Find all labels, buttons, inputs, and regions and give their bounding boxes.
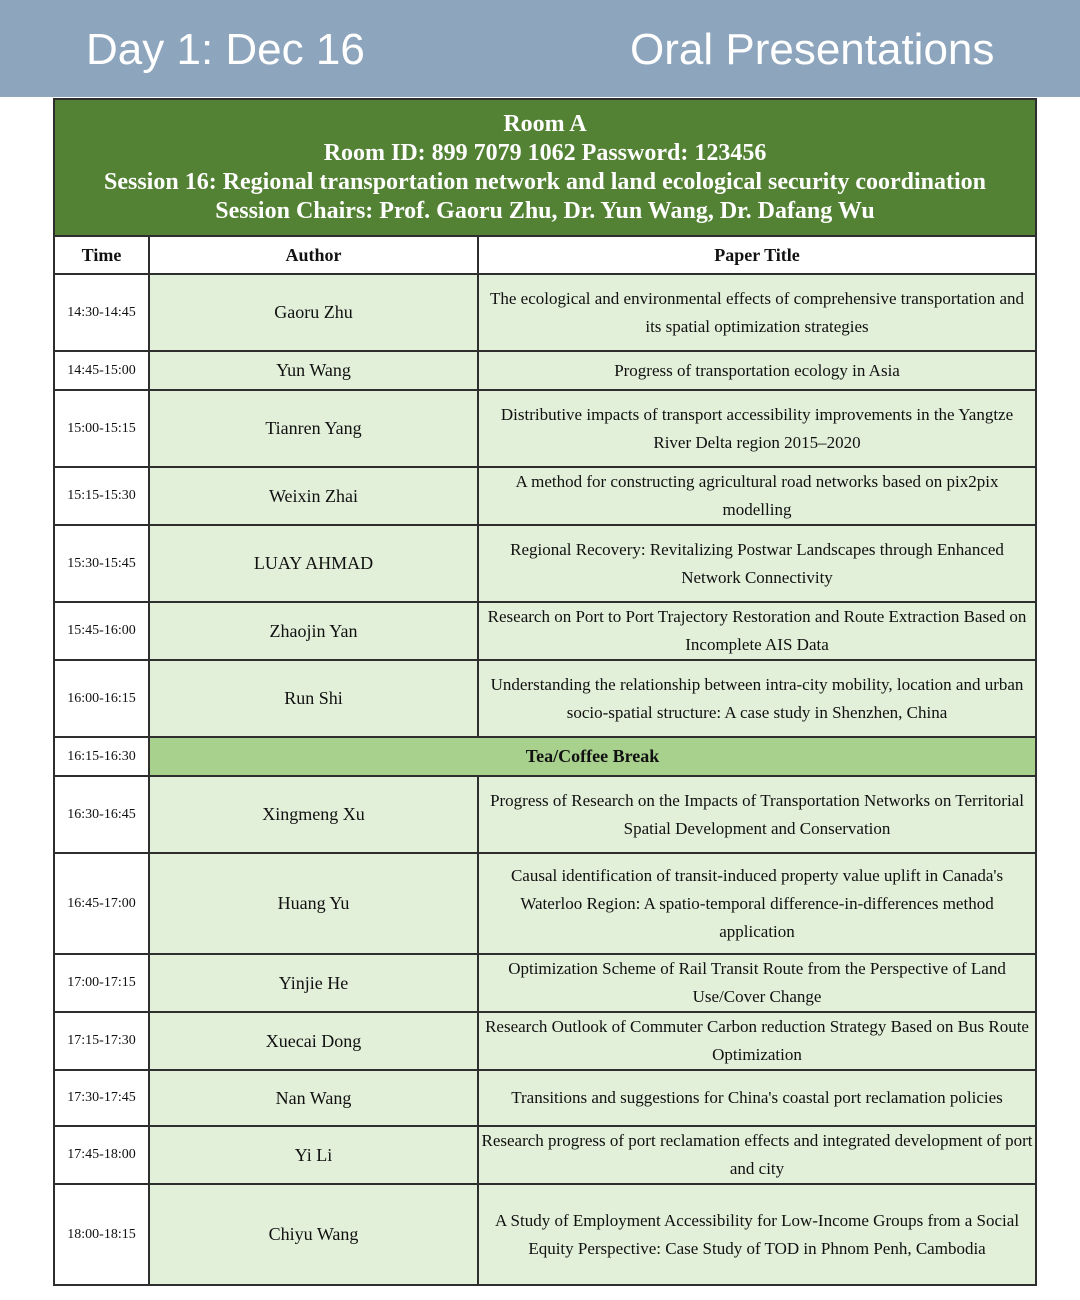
top-banner xyxy=(0,0,1080,97)
table-row xyxy=(54,525,1036,602)
row-paper-title: Progress of Research on the Impacts of Transportation Networks on Territorial Spatial Development and Conservation xyxy=(478,776,1036,853)
row-time: 14:45-15:00 xyxy=(54,351,149,390)
row-time: 15:00-15:15 xyxy=(54,390,149,467)
row-author: Yi Li xyxy=(149,1126,478,1184)
row-paper-title: Distributive impacts of transport accessibility improvements in the Yangtze River Delta region 2015–2020 xyxy=(478,390,1036,467)
row-paper-title: A Study of Employment Accessibility for Low-Income Groups from a Social Equity Perspective: Case Study of TOD in Phnom Penh, Cambodia xyxy=(478,1184,1036,1285)
row-time: 18:00-18:15 xyxy=(54,1184,149,1285)
row-paper-title: A method for constructing agricultural road networks based on pix2pix modelling xyxy=(478,467,1036,525)
row-time: 16:00-16:15 xyxy=(54,660,149,737)
table-row xyxy=(54,390,1036,467)
row-time: 17:00-17:15 xyxy=(54,954,149,1012)
row-author: Zhaojin Yan xyxy=(149,602,478,660)
row-paper-title: Transitions and suggestions for China's coastal port reclamation policies xyxy=(478,1070,1036,1126)
table-row xyxy=(54,1070,1036,1126)
row-time: 17:45-18:00 xyxy=(54,1126,149,1184)
row-paper-title: Optimization Scheme of Rail Transit Route from the Perspective of Land Use/Cover Change xyxy=(478,954,1036,1012)
break-label: Tea/Coffee Break xyxy=(149,737,1036,776)
room-name: Room A xyxy=(503,110,587,137)
table-row xyxy=(54,351,1036,390)
table-row xyxy=(54,776,1036,853)
table-row xyxy=(54,467,1036,525)
row-time: 17:15-17:30 xyxy=(54,1012,149,1070)
row-paper-title: Progress of transportation ecology in Asia xyxy=(478,351,1036,390)
column-header-row xyxy=(54,236,1036,274)
break-row xyxy=(54,737,1036,776)
row-author: Nan Wang xyxy=(149,1070,478,1126)
row-author: Tianren Yang xyxy=(149,390,478,467)
schedule-table xyxy=(53,98,1037,1286)
session-header xyxy=(54,99,1036,236)
table-row xyxy=(54,853,1036,954)
column-header-time: Time xyxy=(54,236,149,274)
row-paper-title: Understanding the relationship between intra-city mobility, location and urban socio-spatial structure: A case study in Shenzhen, China xyxy=(478,660,1036,737)
row-author: Yinjie He xyxy=(149,954,478,1012)
row-time: 15:30-15:45 xyxy=(54,525,149,602)
row-author: Xuecai Dong xyxy=(149,1012,478,1070)
row-paper-title: Research on Port to Port Trajectory Restoration and Route Extraction Based on Incomplete AIS Data xyxy=(478,602,1036,660)
session-chairs: Session Chairs: Prof. Gaoru Zhu, Dr. Yun Wang, Dr. Dafang Wu xyxy=(215,197,875,224)
row-author: Chiyu Wang xyxy=(149,1184,478,1285)
banner-title: Oral Presentations xyxy=(630,25,995,74)
session-title: Session 16: Regional transportation network and land ecological security coordination xyxy=(104,168,987,195)
row-time: 14:30-14:45 xyxy=(54,274,149,351)
room-id: Room ID: 899 7079 1062 Password: 123456 xyxy=(323,139,767,166)
session-header-cell xyxy=(54,99,1036,236)
row-author: Yun Wang xyxy=(149,351,478,390)
day-label: Day 1: Dec 16 xyxy=(86,25,365,74)
table-row xyxy=(54,1184,1036,1285)
table-row xyxy=(54,660,1036,737)
row-time: 16:30-16:45 xyxy=(54,776,149,853)
row-time: 16:45-17:00 xyxy=(54,853,149,954)
row-author: Xingmeng Xu xyxy=(149,776,478,853)
table-row xyxy=(54,1012,1036,1070)
row-time: 15:15-15:30 xyxy=(54,467,149,525)
table-row xyxy=(54,1126,1036,1184)
row-author: LUAY AHMAD xyxy=(149,525,478,602)
row-paper-title: Research progress of port reclamation effects and integrated development of port and city xyxy=(478,1126,1036,1184)
row-paper-title: Causal identification of transit-induced property value uplift in Canada's Waterloo Region: A spatio-temporal difference-in-differences method application xyxy=(478,853,1036,954)
row-paper-title: Regional Recovery: Revitalizing Postwar Landscapes through Enhanced Network Connectivity xyxy=(478,525,1036,602)
row-author: Gaoru Zhu xyxy=(149,274,478,351)
table-row xyxy=(54,274,1036,351)
row-time: 15:45-16:00 xyxy=(54,602,149,660)
row-author: Huang Yu xyxy=(149,853,478,954)
column-header-author: Author xyxy=(149,236,478,274)
table-row xyxy=(54,602,1036,660)
row-paper-title: Research Outlook of Commuter Carbon reduction Strategy Based on Bus Route Optimization xyxy=(478,1012,1036,1070)
row-time: 17:30-17:45 xyxy=(54,1070,149,1126)
row-author: Run Shi xyxy=(149,660,478,737)
row-author: Weixin Zhai xyxy=(149,467,478,525)
row-paper-title: The ecological and environmental effects of comprehensive transportation and its spatial optimization strategies xyxy=(478,274,1036,351)
row-time: 16:15-16:30 xyxy=(54,737,149,776)
table-row xyxy=(54,954,1036,1012)
column-header-title: Paper Title xyxy=(478,236,1036,274)
